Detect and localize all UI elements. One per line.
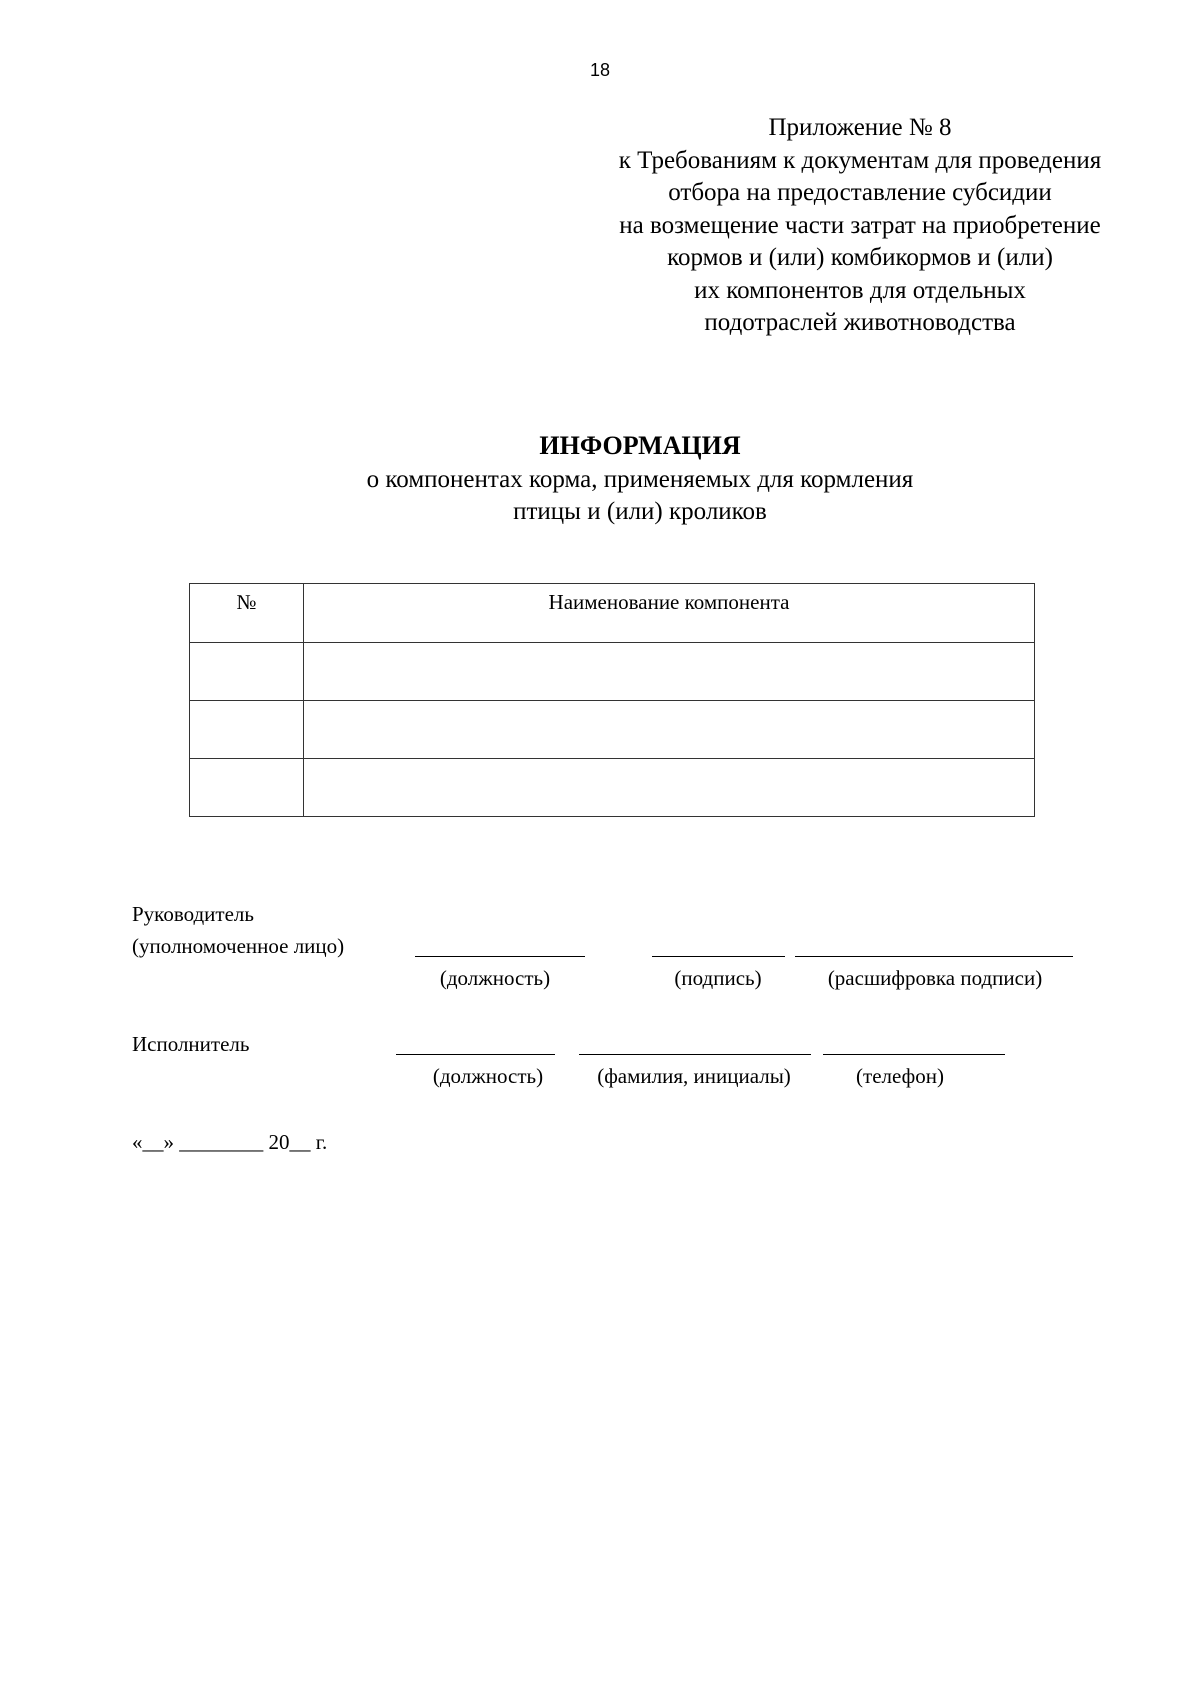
appendix-line: отбора на предоставление субсидии <box>668 179 1052 206</box>
header-component-name: Наименование компонента <box>304 584 1035 643</box>
components-table <box>189 583 1035 817</box>
appendix-line: их компонентов для отдельных <box>694 276 1026 304</box>
table-header-row <box>190 584 1035 643</box>
executor-caption-name: (фамилия, инициалы) <box>597 1064 791 1088</box>
document-subtitle: птицы и (или) кроликов <box>513 498 767 525</box>
header-number: № <box>190 584 304 643</box>
head-position-line[interactable] <box>415 956 585 957</box>
executor-caption-phone: (телефон) <box>856 1064 944 1088</box>
table-row <box>190 701 1035 759</box>
appendix-header <box>560 112 1160 340</box>
table-cell-number[interactable] <box>190 759 304 817</box>
table-cell-number[interactable] <box>190 701 304 759</box>
executor-label: Исполнитель <box>132 1032 250 1056</box>
head-label: Руководитель <box>132 902 254 926</box>
table-row <box>190 759 1035 817</box>
date-line: «__» ________ 20__ г. <box>132 1130 328 1154</box>
document-heading: ИНФОРМАЦИЯ <box>539 431 741 460</box>
table-row <box>190 643 1035 701</box>
page-number: 18 <box>589 60 611 80</box>
appendix-line: кормов и (или) комбикормов и (или) <box>667 244 1053 271</box>
table-cell-name[interactable] <box>304 759 1035 817</box>
document-title-block <box>0 430 1200 528</box>
executor-name-line[interactable] <box>579 1054 811 1055</box>
head-label-authorized: (уполномоченное лицо) <box>132 934 345 958</box>
appendix-line: к Требованиям к документам для проведения <box>618 146 1102 174</box>
head-caption-position: (должность) <box>439 966 551 990</box>
appendix-line: подотраслей животноводства <box>704 309 1016 336</box>
executor-position-line[interactable] <box>396 1054 555 1055</box>
head-signature-line[interactable] <box>652 956 785 957</box>
head-caption-decoding: (расшифровка подписи) <box>827 966 1043 990</box>
executor-phone-line[interactable] <box>823 1054 1005 1055</box>
head-caption-signature: (подпись) <box>674 966 762 990</box>
table-cell-number[interactable] <box>190 643 304 701</box>
table-cell-name[interactable] <box>304 643 1035 701</box>
head-signature-decoding-line[interactable] <box>795 956 1073 957</box>
executor-caption-position: (должность) <box>432 1064 544 1088</box>
table-cell-name[interactable] <box>304 701 1035 759</box>
appendix-title: Приложение № 8 <box>768 114 952 141</box>
appendix-line: на возмещение части затрат на приобретение <box>619 211 1101 239</box>
document-subtitle: о компонентах корма, применяемых для кормления <box>366 466 914 493</box>
